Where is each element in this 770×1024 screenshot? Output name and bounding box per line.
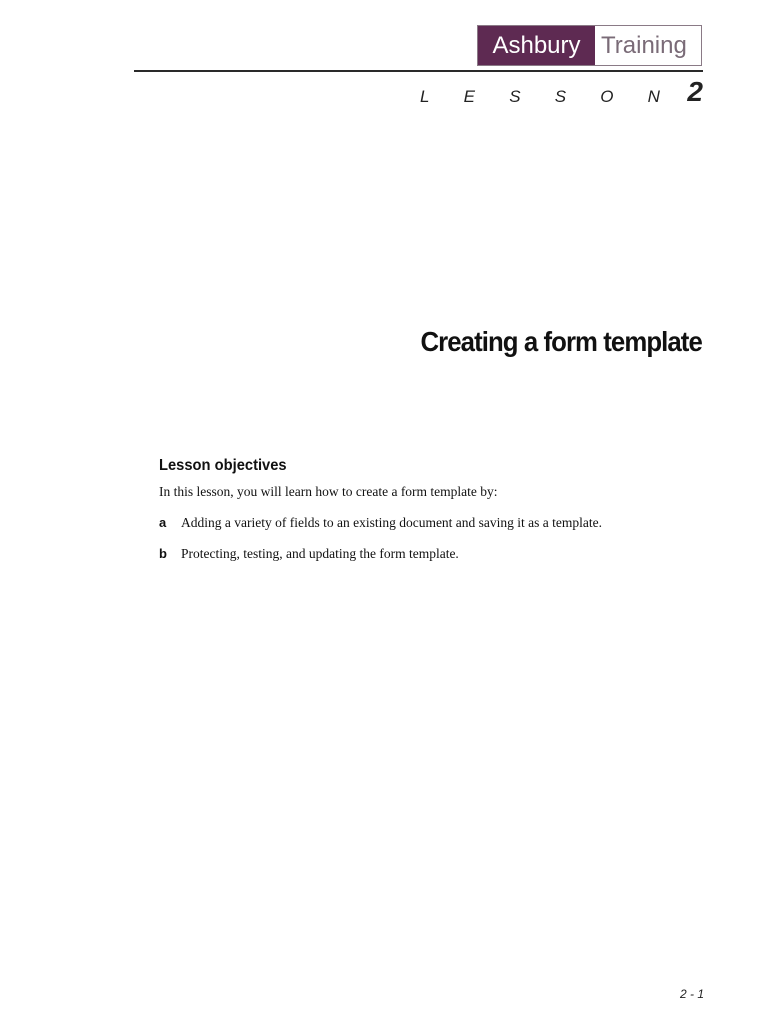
objective-text: Adding a variety of fields to an existing document and saving it as a template. (181, 515, 603, 530)
objective-item (159, 515, 602, 531)
lesson-letter: L (420, 87, 430, 106)
lesson-label (420, 84, 660, 110)
logo-training: Training (595, 26, 701, 65)
page-number: 2 - 1 (679, 987, 704, 1001)
lesson-letter: S (554, 87, 567, 106)
objective-item (159, 546, 459, 562)
lesson-letter: E (463, 87, 475, 106)
lesson-letter: O (600, 87, 614, 106)
objectives-intro: In this lesson, you will learn how to create a form template by: (159, 484, 498, 499)
objective-text: Protecting, testing, and updating the form template. (181, 546, 459, 561)
page-title: Creating a form template (420, 326, 702, 357)
lesson-letter: N (647, 87, 660, 106)
header-rule (134, 70, 703, 72)
ashbury-training-logo (477, 25, 702, 66)
objectives-heading: Lesson objectives (159, 457, 287, 474)
logo-ashbury: Ashbury (478, 26, 595, 65)
objective-marker: a (159, 515, 167, 530)
lesson-number: 2 (687, 76, 703, 107)
lesson-letter: S (509, 87, 521, 106)
objective-marker: b (159, 546, 167, 561)
